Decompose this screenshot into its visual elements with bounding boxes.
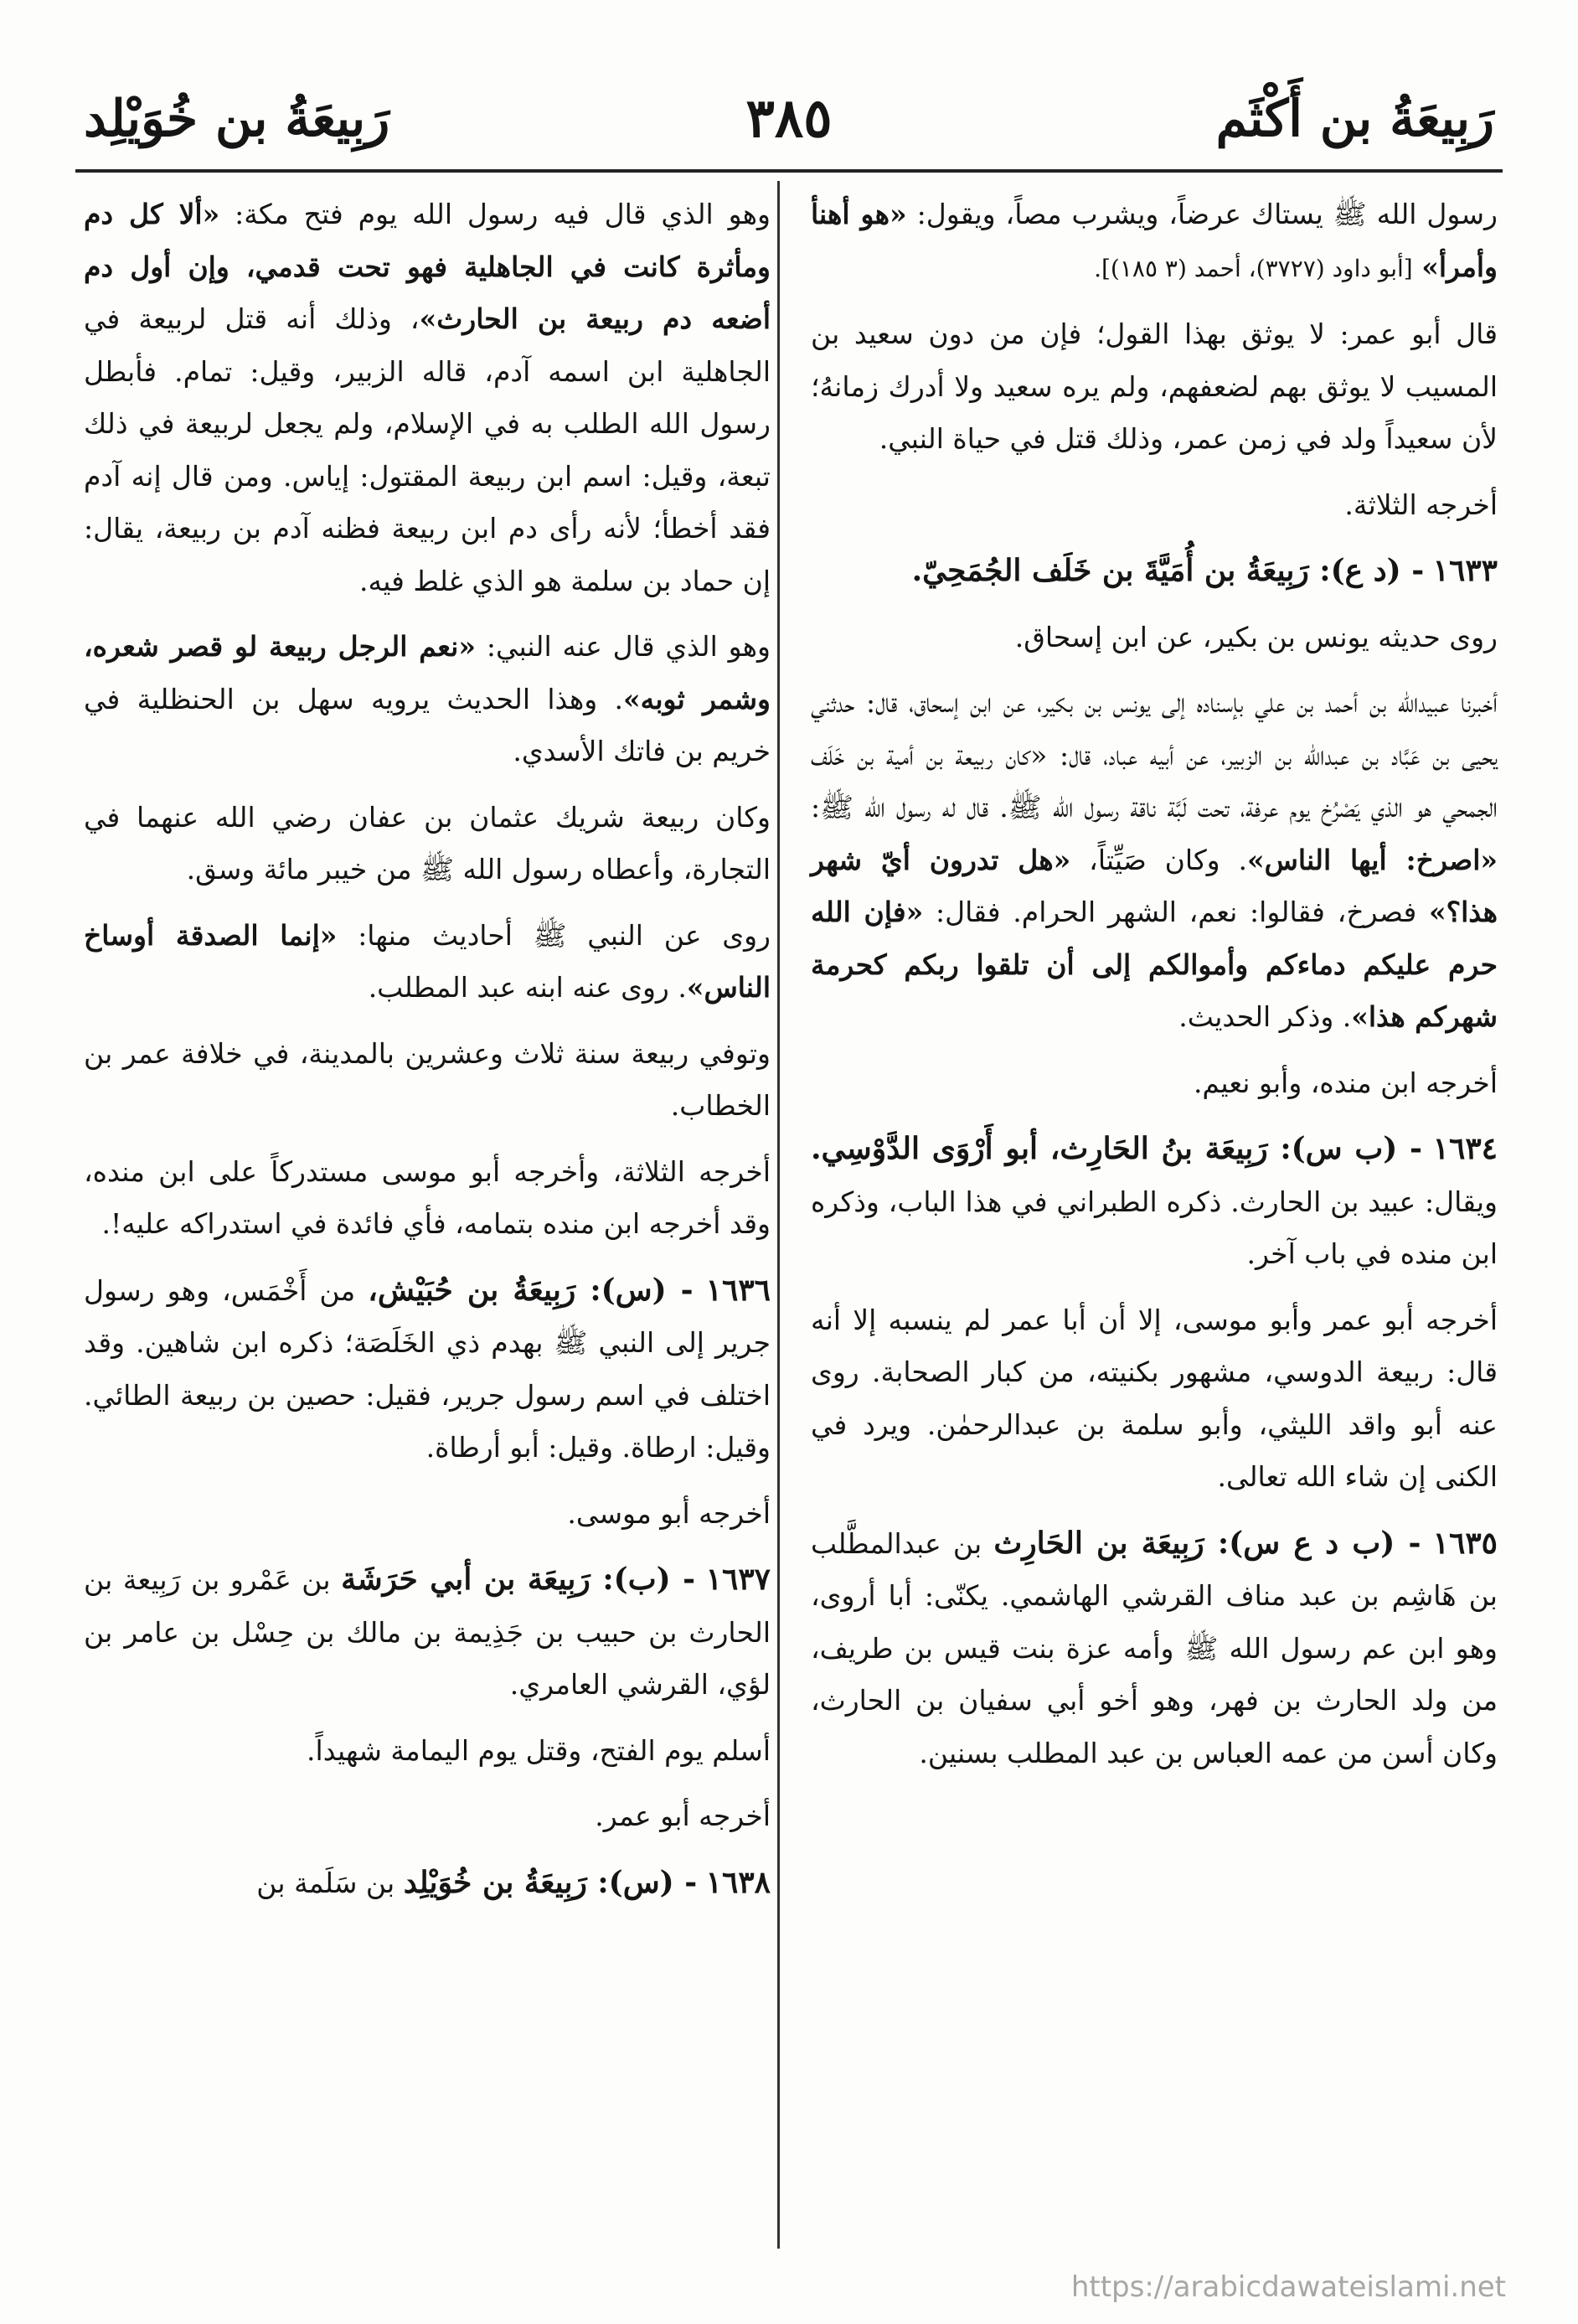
paragraph — [811, 677, 1498, 1044]
paragraph: أخرجه أبو موسى. — [567, 1496, 771, 1530]
text: أخبرنا عبيدالله بن أحمد بن علي بإسناده إلى يونس بن بكير، عن ابن إسحاق، قال: حدثني يحيى بن عَبَّاد بن عبدالله بن الزبير، عن أبيه عباد، قال: «كان ربيعة بن أمية بن خَلَف الجمحي هو الذي يَصْرُخ يوم عرفة، تحت لَبَّة ناقة رسول الله ﷺ. قال له رسول الله ﷺ: — [811, 686, 1498, 824]
paragraph: روى حديثه يونس بن بكير، عن ابن إسحاق. — [1014, 620, 1498, 653]
entry-text: من أَخْمَس، وهو رسول جرير إلى النبي ﷺ بهدم ذي الخَلَصَة؛ ذكره ابن شاهين. وقد اختلف في اسم رسول جرير، فقيل: حصين بن ربيعة الطائي. وقيل: ارطاة. وقيل: أبو أرطاة. — [84, 1273, 771, 1464]
entry-number: ١٦٣٣ — [1432, 553, 1498, 588]
paragraph: أخرجه أبو عمر. — [595, 1800, 771, 1832]
entry-heading: - (س): رَبِيعَةُ بن حُبَيْش، — [368, 1272, 694, 1308]
running-head-right: رَبِيعَةُ بن أَكْثَم — [1215, 90, 1494, 148]
text: . وذكر الحديث. — [1178, 1000, 1352, 1033]
left-column — [84, 189, 771, 1923]
citation: [أبو داود (٣٧٢٧)، أحمد (٣ ١٨٥)]. — [1094, 254, 1413, 282]
paragraph: وكان ربيعة شريك عثمان بن عفان رضي الله عنهما في التجارة، وأعطاه رسول الله ﷺ من خيبر مائة وسق. — [84, 800, 771, 886]
running-head-left: رَبِيعَةُ بن خُوَيْلِد — [84, 90, 390, 148]
hadith-quote: «ألا كل دم ومأثرة كانت في الجاهلية فهو تحت قدمي، وإن أول دم أضعه دم ربيعة بن الحارث» — [84, 198, 771, 335]
text: ، وذلك أنه قتل لربيعة في الجاهلية ابن اسمه آدم، قاله الزبير، وقيل: تمام. فأبطل رسول الله الطلب به في الإسلام، ولم يجعل لربيعة في ذلك تبعة، وقيل: اسم ابن ربيعة المقتول: إياس. ومن قال إنه آدم فقد أخطأ؛ لأنه رأى دم ابن ربيعة فظنه آدم بن ربيعة، يقال: إن حماد بن سلمة هو الذي غلط فيه. — [84, 302, 771, 597]
entry-1636 — [84, 1264, 771, 1474]
entry-1637 — [84, 1553, 771, 1712]
entry-heading: - (ب د ع س): رَبِيعَة بن الحَارِث — [993, 1525, 1421, 1561]
text: فصرخ، فقالوا: نعم، الشهر الحرام. فقال: — [935, 896, 1417, 928]
paragraph — [84, 621, 771, 778]
column-divider — [777, 181, 780, 2249]
paragraph: وتوفي ربيعة سنة ثلاث وعشرين بالمدينة، في خلافة عمر بن الخطاب. — [84, 1036, 771, 1122]
entry-number: ١٦٣٤ — [1432, 1131, 1498, 1166]
entry-1633 — [811, 545, 1498, 598]
paragraph: أخرجه الثلاثة، وأخرجه أبو موسى مستدركاً على ابن منده، وقد أخرجه ابن منده بتمامه، فأي فائدة في استدراكه عليه!. — [84, 1154, 771, 1240]
text: وهو الذي قال عنه النبي: — [486, 630, 771, 663]
entry-text: ويقال: عبيد بن الحارث. ذكره الطبراني في هذا الباب، وذكره ابن منده في باب آخر. — [811, 1185, 1498, 1270]
paragraph — [811, 189, 1498, 295]
text: . وكان صَيِّتاً، — [1089, 843, 1247, 876]
text: وهو الذي قال فيه رسول الله يوم فتح مكة: — [235, 198, 771, 230]
paragraph — [84, 189, 771, 607]
hadith-quote: «هو أهنأ وأمرأ» — [811, 198, 1498, 283]
entry-heading: - (ب س): رَبِيعَة بنُ الحَارِث، أبو أَرْوَى الدَّوْسِي. — [811, 1131, 1422, 1166]
entry-heading: - (س): رَبِيعَةُ بن خُوَيْلِد — [403, 1864, 698, 1900]
entry-text: بن عبدالمطَّلب بن هَاشِم بن عبد مناف القرشي الهاشمي. يكنّى: أبا أروى، وهو ابن عم رسول الله ﷺ وأمه عزة بنت قيس بن طريف، من ولد الحارث بن فهر، وهو أخو أبي سفيان بن الحارث، وكان أسن من عمه العباس بن عبد المطلب بسنين. — [811, 1526, 1498, 1769]
entry-1634 — [811, 1123, 1498, 1281]
text: . روى عنه ابنه عبد المطلب. — [368, 971, 687, 1004]
right-column — [811, 189, 1498, 1793]
entry-heading: - (ب): رَبِيعَة بن أبي حَرَشَة — [341, 1562, 696, 1597]
paragraph — [84, 910, 771, 1015]
paragraph: أخرجه أبو عمر وأبو موسى، إلا أن أبا عمر لم ينسبه إلا أنه قال: ربيعة الدوسي، مشهور بكنيته، من كبار الصحابة. روى عنه أبو واقد الليثي، وأبو سلمة بن عبدالرحمٰن. ويرد في الكنى إن شاء الله تعالى. — [811, 1303, 1498, 1493]
entry-number: ١٦٣٧ — [705, 1562, 771, 1597]
hadith-quote: «فإن الله حرم عليكم دماءكم وأموالكم إلى أن تلقوا ربكم كحرمة شهركم هذا» — [811, 896, 1498, 1033]
entry-1638 — [84, 1857, 771, 1910]
text: رسول الله ﷺ يستاك عرضاً، ويشرب مصاً، ويقول: — [916, 198, 1498, 230]
text: روى عن النبي ﷺ أحاديث منها: — [358, 918, 771, 952]
page-number: ٣٨٥ — [745, 87, 833, 150]
hadith-quote: «إنما الصدقة أوساخ الناس» — [84, 918, 771, 1004]
text: . وهذا الحديث يرويه سهل بن الحنظلية في خريم بن فاتك الأسدي. — [84, 682, 771, 767]
paragraph: أخرجه ابن منده، وأبو نعيم. — [1193, 1066, 1498, 1099]
paragraph: أسلم يوم الفتح، وقتل يوم اليمامة شهيداً. — [307, 1733, 771, 1767]
entry-1635 — [811, 1517, 1498, 1780]
hadith-quote: «اصرخ: أيها الناس» — [1246, 843, 1498, 876]
entry-text: بن سَلَمة بن — [256, 1866, 395, 1899]
page-header — [75, 77, 1503, 173]
watermark-url: https://arabicdawateislami.net — [1070, 2270, 1506, 2304]
entry-number: ١٦٣٨ — [705, 1864, 771, 1900]
entry-text: بن عَمْرو بن رَبِيعة بن الحارث بن حبيب بن جَذِيمة بن مالك بن حِسْل بن عامر بن لؤي، القرشي العامري. — [84, 1563, 771, 1701]
entry-number: ١٦٣٦ — [705, 1272, 771, 1308]
hadith-quote: «نعم الرجل ربيعة لو قصر شعره، وشمر ثوبه» — [84, 630, 771, 715]
hadith-quote: «هل تدرون أيّ شهر هذا؟» — [811, 843, 1498, 928]
entry-heading: - (د ع): رَبِيعَةُ بن أُمَيَّةَ بن خَلَف الجُمَحِيّ. — [911, 553, 1425, 588]
entry-number: ١٦٣٥ — [1432, 1525, 1498, 1561]
paragraph: قال أبو عمر: لا يوثق بهذا القول؛ فإن من دون سعيد بن المسيب لا يوثق بهم لضعفهم، ولم يره سعيد ولا أدرك زمانهُ؛ لأن سعيداً ولد في زمن عمر، وذلك قتل في حياة النبي. — [811, 318, 1498, 455]
paragraph: أخرجه الثلاثة. — [1344, 488, 1498, 521]
